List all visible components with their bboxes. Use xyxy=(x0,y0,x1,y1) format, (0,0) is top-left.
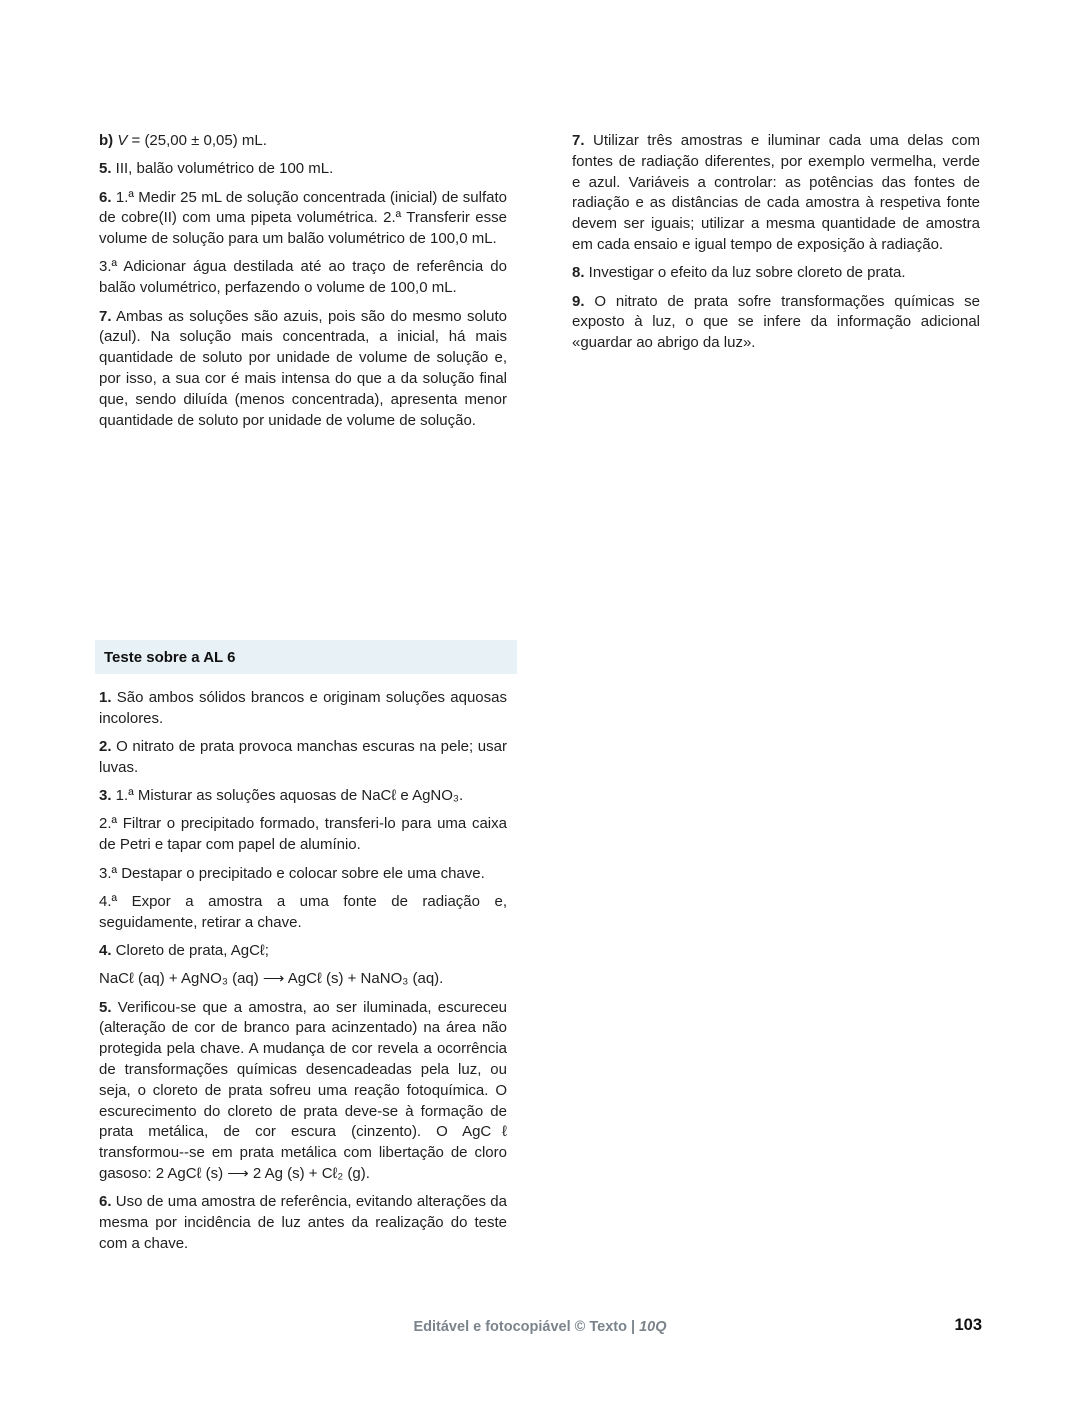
answer-paragraph xyxy=(99,131,507,152)
answer-paragraph xyxy=(99,814,507,856)
answer-text: 1.ª Medir 25 mL de solução concentrada (inicial) de sulfato de cobre(II) com uma pipeta volumétrica. 2.ª Transferir esse volume de solução para um balão volumétrico de 100,0 mL. xyxy=(99,188,507,248)
answer-text: 4.ª Expor a amostra a uma fonte de radiação e, seguidamente, retirar a chave. xyxy=(99,892,507,931)
answer-paragraph xyxy=(99,786,507,807)
answer-paragraph xyxy=(99,688,507,730)
answer-text: III, balão volumétrico de 100 mL. xyxy=(111,160,334,178)
page-number: 103 xyxy=(954,1316,982,1334)
footer-credit-text: Editável e fotocopiável © Texto | xyxy=(413,1319,640,1335)
answer-number: 6. xyxy=(99,1193,112,1211)
answer-text: O nitrato de prata provoca manchas escuras na pele; usar luvas. xyxy=(99,738,507,776)
answer-paragraph xyxy=(572,131,980,256)
answer-paragraph xyxy=(572,263,980,284)
answer-number: 5. xyxy=(99,998,112,1016)
answer-text: 2.ª Filtrar o precipitado formado, transferi-lo para uma caixa de Petri e tapar com papel de alumínio. xyxy=(99,815,507,854)
answer-number: 7. xyxy=(572,132,585,149)
answer-paragraph xyxy=(99,188,507,250)
answer-paragraph xyxy=(99,969,507,990)
answer-text: O nitrato de prata sofre transformações químicas se exposto à luz, o que se infere da informação adicional «guardar ao abrigo da luz». xyxy=(572,292,980,352)
answer-paragraph xyxy=(99,1192,507,1254)
footer-edition-label: 10Q xyxy=(639,1319,667,1335)
answer-number: 1. xyxy=(99,689,112,706)
section-title: Teste sobre a AL 6 xyxy=(104,649,236,666)
answer-number: 5. xyxy=(99,160,112,178)
left-column-top xyxy=(99,131,507,439)
answer-text: 3.ª Adicionar água destilada até ao traço de referência do balão volumétrico, perfazendo o volume de 100,0 mL. xyxy=(99,258,507,297)
answer-paragraph xyxy=(99,892,507,934)
section-header xyxy=(95,640,517,674)
answer-number: 2. xyxy=(99,738,112,756)
answers-list xyxy=(99,688,507,1255)
answer-paragraph xyxy=(99,257,507,299)
answer-text: Verificou-se que a amostra, ao ser iluminada, escureceu (alteração de cor de branco para acinzentado) na área não protegida pela chave. A mudança de cor revela a ocorrência de transformações químicas desencadeadas pela luz, ou seja, o cloreto de prata sofreu uma reação fotoquímica. O escurecimento do cloreto de prata deve-se à formação de prata metálica, de cor escura (cinzento). O AgCℓ transformou--se em prata metálica com libertação de cloro gasoso: 2 AgCℓ (s) ⟶ 2 Ag (s) + Cℓ₂ (g). xyxy=(99,998,507,1182)
test-section xyxy=(95,640,517,1262)
answer-text: = (25,00 ± 0,05) mL. xyxy=(127,132,267,149)
answer-number: 8. xyxy=(572,264,585,282)
answer-text: 1.ª Misturar as soluções aquosas de NaCℓ e AgNO₃. xyxy=(111,787,464,805)
italic-symbol: V xyxy=(117,132,128,149)
answer-number: 7. xyxy=(99,307,112,325)
answer-text: NaCℓ (aq) + AgNO₃ (aq) ⟶ AgCℓ (s) + NaNO₃ (aq). xyxy=(99,970,444,988)
answer-paragraph xyxy=(99,864,507,885)
answer-text: 3.ª Destapar o precipitado e colocar sobre ele uma chave. xyxy=(99,864,485,882)
answer-text: São ambos sólidos brancos e originam soluções aquosas incolores. xyxy=(99,689,507,727)
answer-number: 6. xyxy=(99,188,112,206)
answer-text: Utilizar três amostras e iluminar cada uma delas com fontes de radiação diferentes, por exemplo vermelha, verde e azul. Variáveis a controlar: as potências das fontes de radiação e as distâncias de cada amostra à respetiva fonte devem ser iguais; utilizar a mesma quantidade de amostra em cada ensaio e igual tempo de exposição à radiação. xyxy=(572,132,980,253)
right-column xyxy=(572,131,980,361)
answer-paragraph xyxy=(99,998,507,1185)
answers-list xyxy=(99,131,507,431)
answer-text: Ambas as soluções são azuis, pois são do mesmo soluto (azul). Na solução mais concentrada, a inicial, há mais quantidade de soluto por unidade de volume de solução e, por isso, a sua cor é mais intensa do que a da solução final que, sendo diluída (menos concentrada), apresenta menor quantidade de soluto por unidade de volume de solução. xyxy=(99,307,507,429)
answer-number: 4. xyxy=(99,941,112,959)
answer-number: 3. xyxy=(99,787,112,805)
answer-text: Cloreto de prata, AgCℓ; xyxy=(111,941,269,959)
answer-text: Uso de uma amostra de referência, evitando alterações da mesma por incidência de luz antes da realização do teste com a chave. xyxy=(99,1193,507,1252)
answer-paragraph xyxy=(572,292,980,354)
answer-text: Investigar o efeito da luz sobre cloreto de prata. xyxy=(584,264,906,282)
answer-paragraph xyxy=(99,307,507,432)
answer-number: 9. xyxy=(572,292,585,310)
answer-paragraph xyxy=(99,941,507,962)
answer-paragraph xyxy=(99,737,507,779)
answers-list xyxy=(572,131,980,354)
answer-number: b) xyxy=(99,132,118,149)
footer-credit xyxy=(0,1319,1080,1335)
answer-paragraph xyxy=(99,159,507,180)
